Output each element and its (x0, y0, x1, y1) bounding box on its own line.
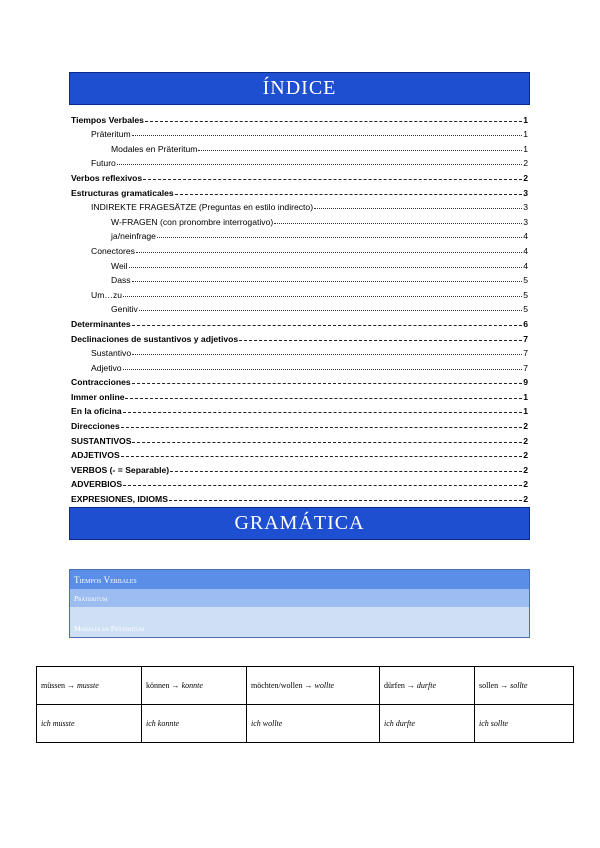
toc-entry[interactable] (71, 154, 528, 169)
toc-leader (132, 281, 523, 282)
toc-leader (123, 296, 522, 297)
toc-entry-label: INDIREKTE FRAGESÄTZE (Preguntas en estilo indirecto) (91, 202, 314, 213)
toc-entry-page: 7 (523, 348, 528, 359)
toc-entry[interactable] (71, 344, 528, 359)
toc-leader (143, 179, 522, 180)
table-cell: möchten/wollen → wollte (247, 667, 380, 705)
table-cell: ich wollte (247, 705, 380, 743)
toc-entry[interactable] (71, 241, 528, 256)
toc-entry-label: Adjetivo (91, 362, 122, 373)
toc-entry-page: 2 (523, 158, 528, 169)
toc-entry-label: W-FRAGEN (con pronombre interrogativo) (111, 216, 274, 227)
toc-leader (123, 485, 522, 486)
toc-entry-page: 1 (523, 143, 528, 154)
toc-leader (136, 252, 522, 253)
toc-entry-label: Immer online (71, 391, 125, 402)
toc-entry-label: Weil (111, 260, 128, 271)
table-cell: ich durfte (380, 705, 475, 743)
toc-leader (314, 208, 522, 209)
toc-entry[interactable] (71, 446, 528, 461)
toc-entry[interactable] (71, 416, 528, 431)
toc-entry[interactable] (71, 475, 528, 490)
toc-entry-page: 3 (523, 202, 528, 213)
toc-entry[interactable] (71, 387, 528, 402)
toc-entry-page: 1 (523, 406, 528, 417)
toc-entry-label: Um…zu (91, 289, 123, 300)
toc-entry-label: VERBOS (- = Separable) (71, 464, 170, 475)
nav-item-tiempos-verbales[interactable] (70, 570, 529, 589)
modal-verbs-table (36, 666, 574, 743)
table-row (37, 705, 574, 743)
toc-leader (123, 412, 523, 413)
toc-entry-page: 1 (523, 391, 528, 402)
toc-entry-page: 4 (523, 260, 528, 271)
toc-leader (198, 150, 522, 151)
toc-entry-label: Verbos reflexivos (71, 172, 143, 183)
toc-entry[interactable] (71, 256, 528, 271)
toc-leader (123, 369, 523, 370)
toc-leader (145, 121, 522, 122)
navigation-box (69, 569, 530, 638)
toc-entry[interactable] (71, 460, 528, 475)
toc-leader (169, 500, 522, 501)
toc-leader (132, 135, 523, 136)
table-cell: müssen → musste (37, 667, 142, 705)
toc-entry-page: 5 (523, 289, 528, 300)
grammar-title: GRAMÁTICA (234, 512, 365, 534)
toc-entry-page: 5 (523, 275, 528, 286)
toc-leader (274, 223, 522, 224)
toc-entry-page: 2 (523, 479, 528, 490)
toc-entry-page: 3 (523, 187, 528, 198)
toc-entry[interactable] (71, 489, 528, 504)
toc-leader (239, 340, 522, 341)
toc-entry[interactable] (71, 110, 528, 125)
grammar-title-banner (69, 507, 530, 540)
toc-entry[interactable] (71, 285, 528, 300)
toc-entry[interactable] (71, 271, 528, 286)
toc-entry-label: Contracciones (71, 377, 131, 388)
toc-leader (117, 164, 522, 165)
toc-entry-label: Sustantivo (91, 348, 132, 359)
toc-entry-label: Genitiv (111, 304, 138, 315)
toc-leader (121, 427, 522, 428)
toc-entry[interactable] (71, 212, 528, 227)
toc-entry-label: Futuro (91, 158, 116, 169)
toc-entry[interactable] (71, 329, 528, 344)
nav-item-prateritum[interactable] (70, 589, 529, 607)
nav-item-label: Modales en Präteritum (74, 624, 145, 633)
toc-entry-label: Tiempos Verbales (71, 114, 144, 125)
toc-leader (125, 398, 522, 399)
toc-entry-label: EXPRESIONES, IDIOMS (71, 494, 168, 505)
toc-entry-label: Conectores (91, 245, 135, 256)
toc-entry-label: En la oficina (71, 406, 122, 417)
toc-entry[interactable] (71, 168, 528, 183)
toc-entry-label: Declinaciones de sustantivos y adjetivos (71, 333, 239, 344)
toc-entry[interactable] (71, 431, 528, 446)
index-title: ÍNDICE (262, 77, 337, 99)
toc-entry-page: 2 (523, 172, 528, 183)
toc-entry-label: Präteritum (91, 129, 131, 140)
toc-entry-page: 1 (523, 129, 528, 140)
toc-leader (170, 471, 522, 472)
toc-entry[interactable] (71, 300, 528, 315)
toc-entry[interactable] (71, 198, 528, 213)
toc-entry[interactable] (71, 358, 528, 373)
table-of-contents (71, 110, 528, 504)
toc-entry-label: Dass (111, 275, 131, 286)
table-cell: ich sollte (475, 705, 574, 743)
toc-entry-page: 7 (523, 333, 528, 344)
toc-entry-page: 1 (523, 114, 528, 125)
toc-leader (132, 354, 522, 355)
toc-entry-page: 7 (523, 362, 528, 373)
toc-entry-label: ADJETIVOS (71, 450, 120, 461)
toc-entry-page: 2 (523, 464, 528, 475)
toc-entry[interactable] (71, 139, 528, 154)
toc-entry-label: Estructuras gramaticales (71, 187, 174, 198)
index-title-banner (69, 72, 530, 105)
toc-leader (132, 442, 522, 443)
toc-entry-page: 2 (523, 494, 528, 505)
nav-item-modales[interactable] (70, 607, 529, 637)
nav-item-label: Präteritum (74, 593, 108, 603)
toc-entry-label: Direcciones (71, 421, 120, 432)
table-row (37, 667, 574, 705)
table-cell: dürfen → durfte (380, 667, 475, 705)
toc-entry-page: 3 (523, 216, 528, 227)
table-cell: können → konnte (142, 667, 247, 705)
toc-leader (129, 267, 523, 268)
toc-entry-label: ADVERBIOS (71, 479, 123, 490)
toc-entry-page: 9 (523, 377, 528, 388)
toc-entry[interactable] (71, 373, 528, 388)
toc-entry-page: 2 (523, 450, 528, 461)
toc-entry-page: 6 (523, 318, 528, 329)
toc-leader (175, 194, 523, 195)
toc-leader (157, 237, 522, 238)
toc-entry-page: 5 (523, 304, 528, 315)
nav-item-label: Tiempos Verbales (74, 574, 137, 585)
toc-leader (139, 310, 522, 311)
toc-entry-page: 4 (523, 245, 528, 256)
toc-entry[interactable] (71, 125, 528, 140)
toc-entry-label: Modales en Präteritum (111, 143, 198, 154)
toc-entry[interactable] (71, 183, 528, 198)
toc-entry-label: ja/neinfrage (111, 231, 156, 242)
toc-entry[interactable] (71, 227, 528, 242)
toc-entry-page: 4 (523, 231, 528, 242)
toc-entry-label: Determinantes (71, 318, 131, 329)
table-cell: sollen → sollte (475, 667, 574, 705)
toc-entry-label: SUSTANTIVOS (71, 435, 132, 446)
table-cell: ich konnte (142, 705, 247, 743)
toc-entry-page: 2 (523, 421, 528, 432)
toc-leader (132, 325, 523, 326)
toc-entry-page: 2 (523, 435, 528, 446)
table-cell: ich musste (37, 705, 142, 743)
toc-entry[interactable] (71, 402, 528, 417)
toc-leader (132, 383, 523, 384)
toc-entry[interactable] (71, 314, 528, 329)
toc-leader (121, 456, 523, 457)
